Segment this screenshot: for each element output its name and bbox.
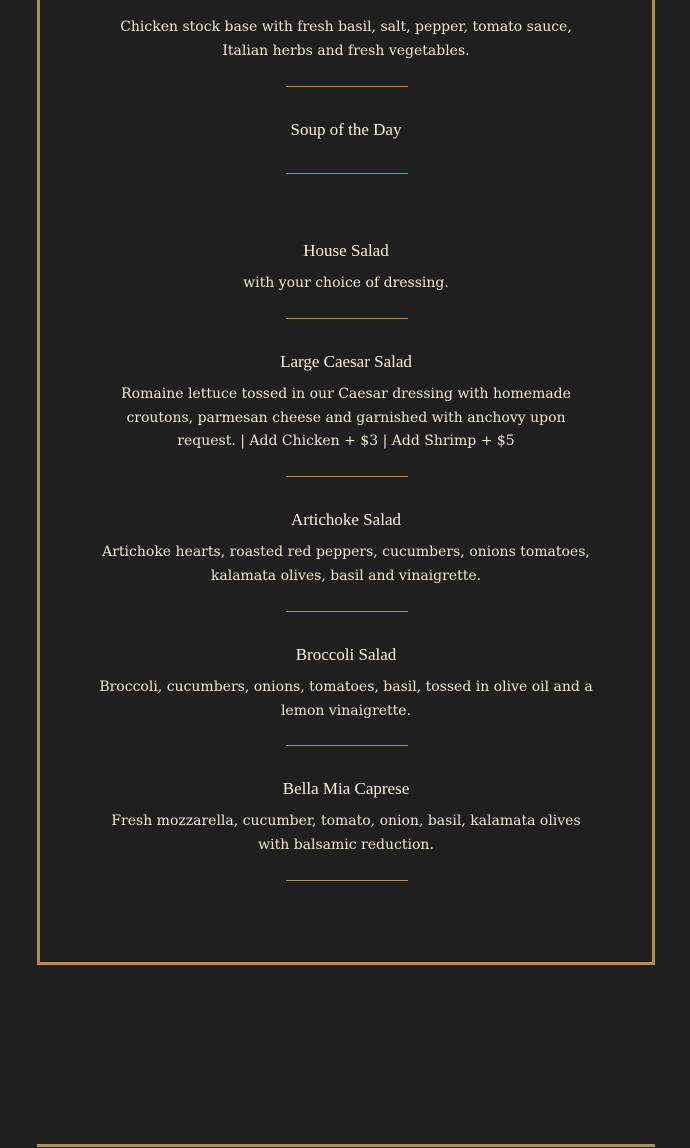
divider (286, 318, 408, 319)
menu-item-large-caesar-salad (40, 351, 652, 454)
menu-panel (37, 0, 655, 965)
menu-item-description: Broccoli, cucumbers, onions, tomatoes, basil, tossed in olive oil and a lemon vinaigrette. (99, 679, 593, 719)
menu-item-house-salad (40, 240, 652, 296)
next-panel-border (37, 1144, 655, 1147)
divider (286, 611, 408, 612)
menu-item-title: Soup of the Day (290, 120, 402, 139)
divider (286, 880, 408, 881)
divider (286, 745, 408, 746)
divider (286, 86, 408, 87)
menu-item-bella-mia-caprese (40, 778, 652, 857)
menu-item-title: Artichoke Salad (291, 510, 401, 529)
menu-item-artichoke-salad (40, 509, 652, 588)
menu-item-description: with your choice of dressing. (243, 275, 449, 291)
menu-item-description: Chicken stock base with fresh basil, salt, pepper, tomato sauce, Italian herbs and fresh vegetables. (120, 19, 572, 59)
menu-item-title: House Salad (303, 241, 389, 260)
menu-item-description: Romaine lettuce tossed in our Caesar dressing with homemade croutons, parmesan cheese and garnished with anchovy upon request. | Add Chicken + $3 | Add Shrimp + $5 (121, 386, 571, 449)
divider (286, 173, 408, 174)
menu-item-description: Artichoke hearts, roasted red peppers, cucumbers, onions tomatoes, kalamata olives, basil and vinaigrette. (102, 544, 590, 584)
menu-item-broccoli-salad (40, 644, 652, 723)
divider (286, 476, 408, 477)
menu-item-title: Bella Mia Caprese (282, 779, 410, 798)
menu-item-soup-of-the-day (40, 119, 652, 141)
menu-item-title: Broccoli Salad (295, 645, 397, 664)
menu-item-description: Fresh mozzarella, cucumber, tomato, onion, basil, kalamata olives with balsamic reduction. (111, 813, 581, 853)
menu-item-soup (40, 16, 652, 63)
menu-item-title: Large Caesar Salad (280, 352, 412, 371)
